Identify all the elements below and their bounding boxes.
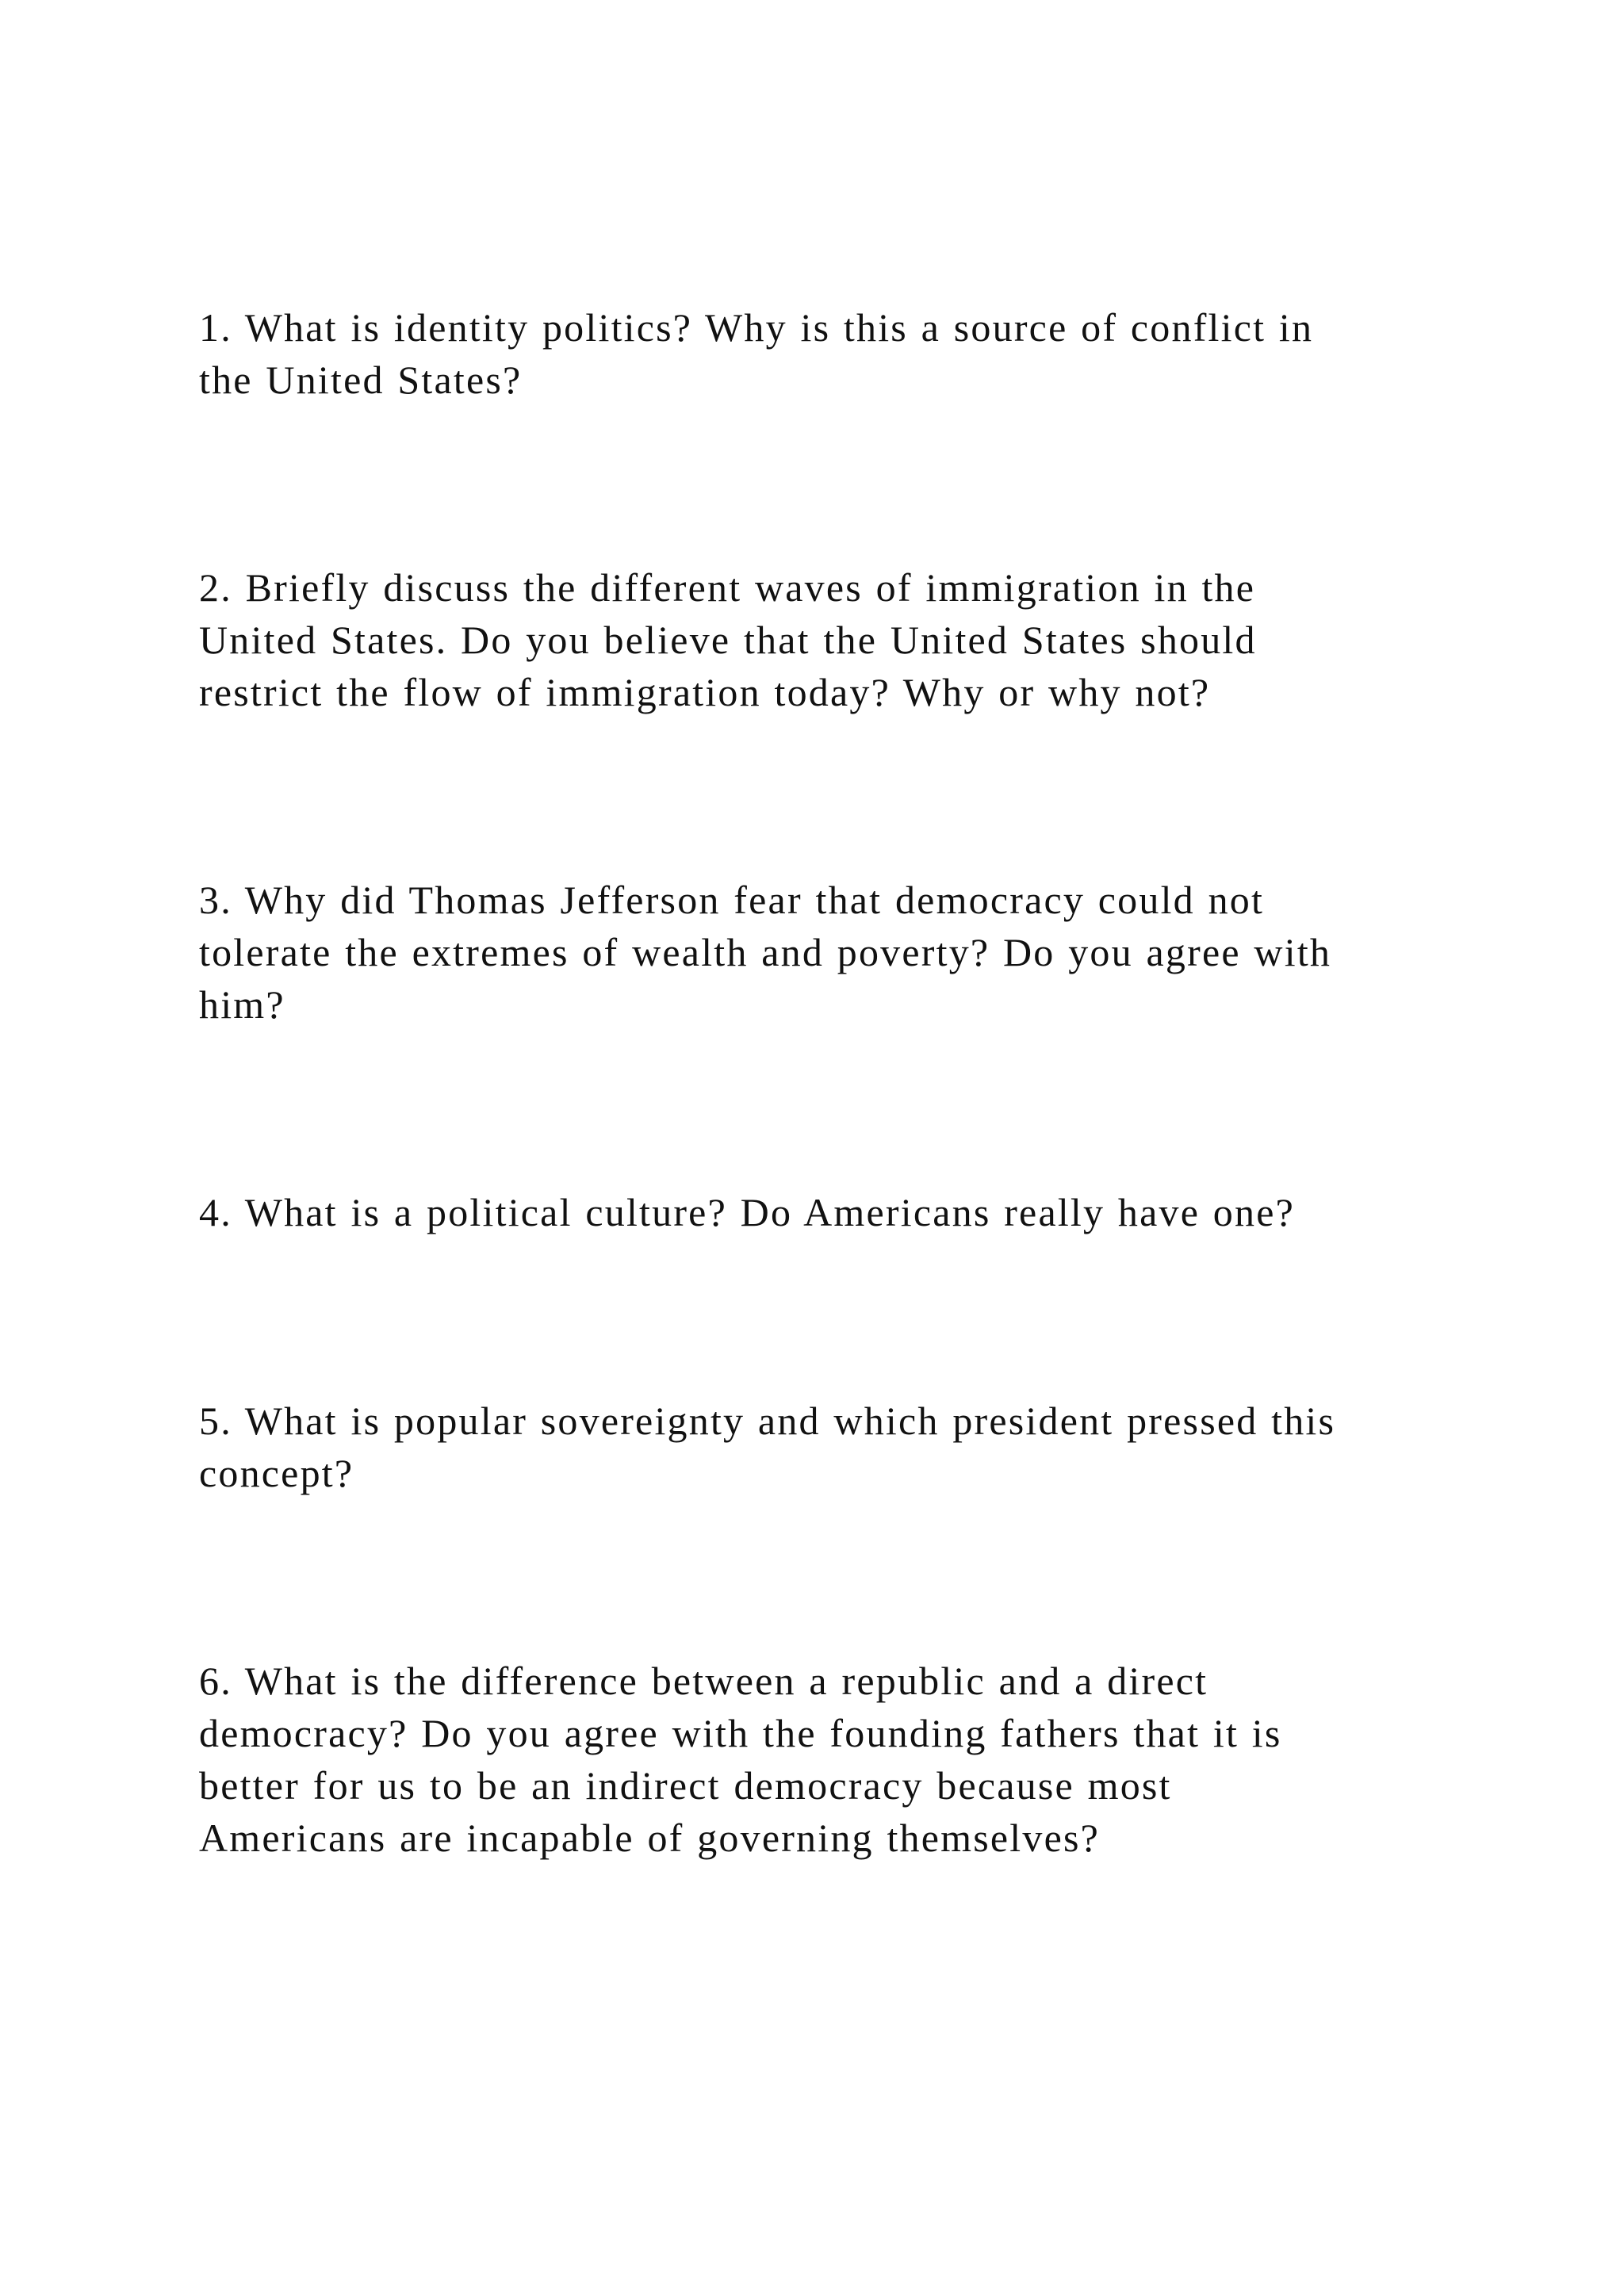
question-5-line-1: 5. What is popular sovereignty and which president pressed this	[199, 1399, 1336, 1443]
question-4	[199, 1186, 1500, 1238]
question-4-line-1: 4. What is a political culture? Do Americans really have one?	[199, 1190, 1295, 1234]
question-2-line-1: 2. Briefly discuss the different waves of immigration in the	[199, 565, 1256, 610]
question-6-line-1: 6. What is the difference between a republic and a direct	[199, 1659, 1208, 1703]
question-5-line-2: concept?	[199, 1451, 354, 1495]
question-2-line-3: restrict the flow of immigration today? Why or why not?	[199, 670, 1211, 714]
question-5	[199, 1395, 1500, 1499]
question-3-line-1: 3. Why did Thomas Jefferson fear that democracy could not	[199, 878, 1265, 922]
question-1-line-2: the United States?	[199, 358, 523, 402]
question-3-line-3: him?	[199, 982, 285, 1027]
question-3	[199, 874, 1500, 1031]
question-6-line-2: democracy? Do you agree with the founding fathers that it is	[199, 1711, 1282, 1755]
question-2-line-2: United States. Do you believe that the United States should	[199, 618, 1257, 662]
question-6-line-3: better for us to be an indirect democracy because most	[199, 1763, 1172, 1808]
question-2	[199, 561, 1500, 718]
question-6-line-4: Americans are incapable of governing themselves?	[199, 1816, 1101, 1860]
question-1-line-1: 1. What is identity politics? Why is this a source of conflict in	[199, 305, 1314, 350]
question-6	[199, 1655, 1500, 1864]
question-1	[199, 301, 1500, 406]
question-3-line-2: tolerate the extremes of wealth and poverty? Do you agree with	[199, 930, 1332, 974]
